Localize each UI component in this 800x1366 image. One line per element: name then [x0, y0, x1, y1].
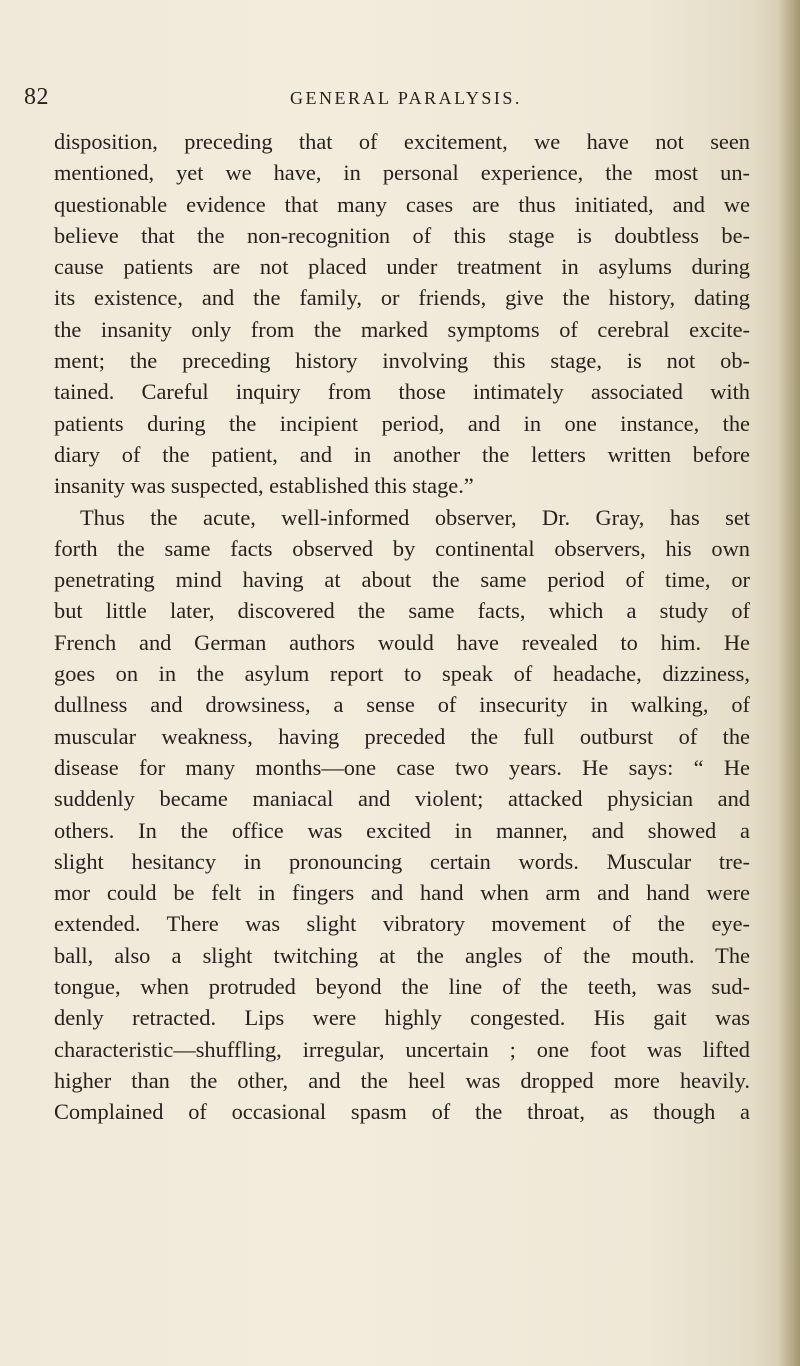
text-line: mor could be felt in fingers and hand when arm and hand were: [54, 880, 750, 906]
text-line: tongue, when protruded beyond the line of the teeth, was sud-: [54, 974, 750, 1000]
text-line: suddenly became maniacal and violent; attacked physician and: [54, 786, 750, 812]
text-line: characteristic—shuffling, irregular, uncertain ; one foot was lifted: [54, 1036, 750, 1062]
text-line: Thus the acute, well-informed observer, Dr. Gray, has set: [80, 504, 750, 530]
text-line: the insanity only from the marked symptoms of cerebral excite-: [54, 316, 750, 342]
text-line: diary of the patient, and in another the letters written before: [54, 441, 750, 467]
text-line: but little later, discovered the same facts, which a study of: [54, 598, 750, 624]
text-line: ment; the preceding history involving this stage, is not ob-: [54, 348, 750, 374]
text-line: patients during the incipient period, and in one instance, the: [54, 410, 750, 436]
text-line: Complained of occasional spasm of the throat, as though a: [54, 1099, 750, 1125]
text-line: tained. Careful inquiry from those intimately associated with: [54, 379, 750, 405]
text-line: mentioned, yet we have, in personal experience, the most un-: [54, 160, 750, 186]
text-line: slight hesitancy in pronouncing certain words. Muscular tre-: [54, 848, 750, 874]
page-gutter-shadow: [778, 0, 800, 1366]
text-line: disposition, preceding that of excitement, we have not seen: [54, 129, 750, 154]
text-line: extended. There was slight vibratory movement of the eye-: [54, 911, 750, 937]
text-line: muscular weakness, having preceded the full outburst of the: [54, 723, 750, 749]
running-head: [24, 84, 754, 114]
text-line: dullness and drowsiness, a sense of insecurity in walking, of: [54, 692, 750, 718]
text-line: insanity was suspected, established this stage.”: [54, 473, 474, 499]
text-line: believe that the non-recognition of this stage is doubtless be-: [54, 222, 750, 248]
page-edge: [792, 0, 794, 1366]
text-line: goes on in the asylum report to speak of headache, dizziness,: [54, 661, 750, 687]
text-line: denly retracted. Lips were highly congested. His gait was: [54, 1005, 750, 1031]
text-line: others. In the office was excited in manner, and showed a: [54, 817, 750, 843]
body-text: [54, 126, 750, 1128]
text-line: penetrating mind having at about the same period of time, or: [54, 567, 750, 593]
text-line: cause patients are not placed under treatment in asylums during: [54, 254, 750, 280]
text-line: questionable evidence that many cases are thus initiated, and we: [54, 191, 750, 217]
text-line: forth the same facts observed by continental observers, his own: [54, 535, 750, 561]
text-line: higher than the other, and the heel was dropped more heavily.: [54, 1067, 750, 1093]
text-line: its existence, and the family, or friends, give the history, dating: [54, 285, 750, 311]
page-number: 82: [24, 84, 49, 110]
text-line: disease for many months—one case two years. He says: “ He: [54, 754, 750, 780]
running-title: GENERAL PARALYSIS.: [290, 88, 522, 108]
text-line: ball, also a slight twitching at the angles of the mouth. The: [54, 942, 750, 968]
text-line: French and German authors would have revealed to him. He: [54, 629, 750, 655]
